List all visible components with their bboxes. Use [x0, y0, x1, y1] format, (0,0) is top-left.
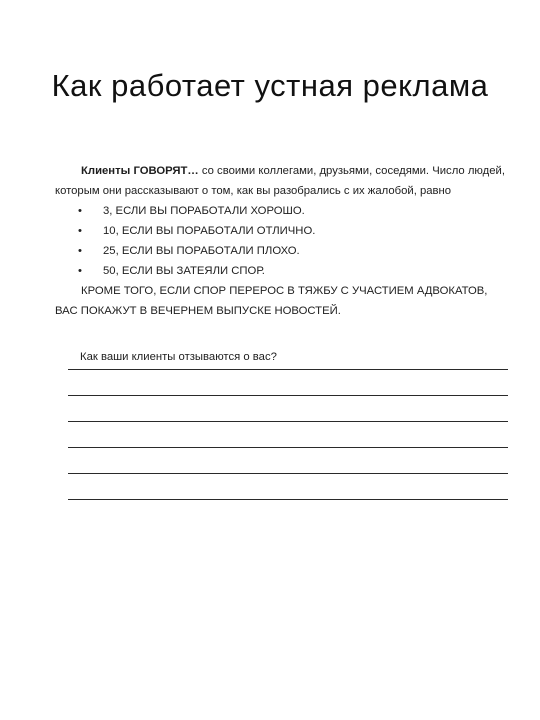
intro-text: со своими коллегами, друзьями, соседями. Число людей, которым они рассказывают о том, как вы разобрались с их жалобой, равно — [55, 165, 505, 197]
answer-line[interactable] — [68, 473, 508, 499]
bullet-text: 3, ЕСЛИ ВЫ ПОРАБОТАЛИ ХОРОШО. — [103, 205, 305, 217]
intro-paragraph — [55, 161, 505, 201]
answer-line[interactable] — [68, 395, 508, 421]
body-text — [55, 161, 505, 321]
bullet-item — [55, 261, 505, 281]
answer-line[interactable] — [68, 369, 508, 395]
answer-lines[interactable] — [68, 369, 508, 525]
answer-line[interactable] — [68, 499, 508, 525]
page-title: Как работает устная реклама — [51, 68, 489, 103]
bullet-icon: • — [78, 265, 82, 277]
bullet-text: 25, ЕСЛИ ВЫ ПОРАБОТАЛИ ПЛОХО. — [103, 245, 300, 257]
bullet-icon: • — [78, 225, 82, 237]
bullet-text: 10, ЕСЛИ ВЫ ПОРАБОТАЛИ ОТЛИЧНО. — [103, 225, 316, 237]
answer-line[interactable] — [68, 447, 508, 473]
bullet-icon: • — [78, 245, 82, 257]
bullet-text: 50, ЕСЛИ ВЫ ЗАТЕЯЛИ СПОР. — [103, 265, 265, 277]
closing-paragraph: КРОМЕ ТОГО, ЕСЛИ СПОР ПЕРЕРОС В ТЯЖБУ С УЧАСТИЕМ АДВОКАТОВ, ВАС ПОКАЖУТ В ВЕЧЕРНЕМ ВЫПУСКЕ НОВОСТЕЙ. — [55, 285, 488, 317]
bullet-icon: • — [78, 205, 82, 217]
answer-line[interactable] — [68, 421, 508, 447]
question-prompt: Как ваши клиенты отзываются о вас? — [80, 351, 277, 363]
bullet-item — [55, 201, 505, 221]
intro-lead: Клиенты ГОВОРЯТ… — [81, 165, 199, 177]
bullet-item — [55, 221, 505, 241]
bullet-item — [55, 241, 505, 261]
bullet-list — [55, 201, 505, 281]
